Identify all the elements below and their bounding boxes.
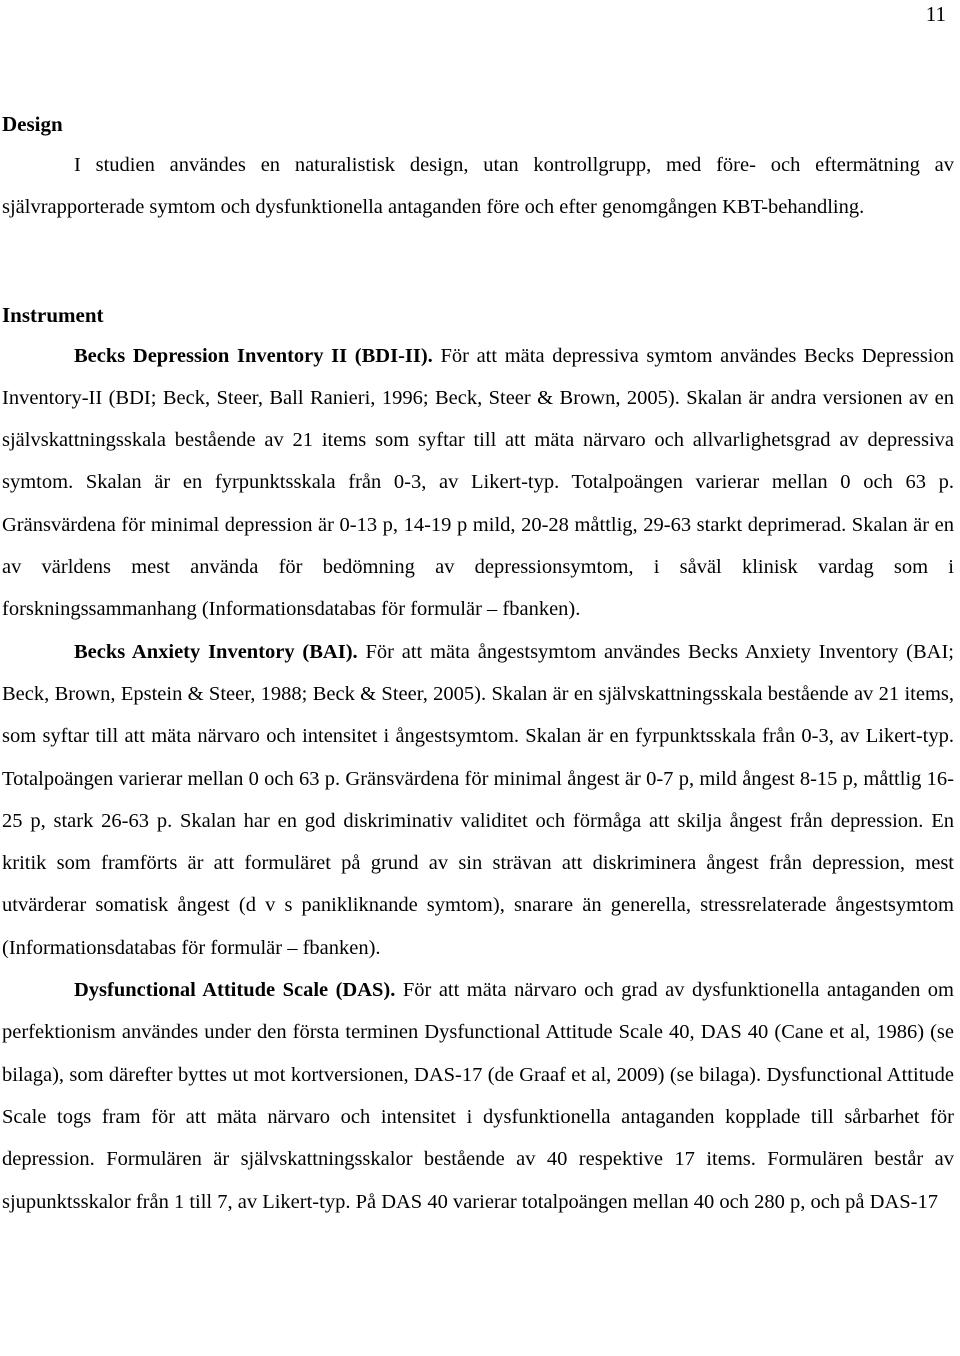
das-body: För att mäta närvaro och grad av dysfunktionella antaganden om perfektionism användes under den första terminen Dysfunctional Attitude Scale 40, DAS 40 (Cane et al, 1986) (se bilaga), som därefter byttes ut mot kortversionen, DAS-17 (de Graaf et al, 2009) (se bilaga). Dysfunctional Attitude Scale togs fram för att mäta närvaro och intensitet i dysfunktionella antaganden kopplade till sårbarhet för depression. Formulären är självskattningsskalor bestående av 40 respektive 17 items. Formulären består av sjupunktsskalor från 1 till 7, av Likert-typ. På DAS 40 varierar totalpoängen mellan 40 och 280 p, och på DAS-17 (2, 979, 954, 1213)
design-heading: Design (2, 112, 63, 136)
bai-body: För att mäta ångestsymtom användes Becks Anxiety Inventory (BAI; Beck, Brown, Epstein & Steer, 1988; Beck & Steer, 2005). Skalan är en självskattningsskala bestående av 21 items, som syftar till att mäta närvaro och intensitet i ångestsymtom. Skalan är en fyrpunktsskala från 0-3, av Likert-typ. Totalpoängen varierar mellan 0 och 63 p. Gränsvärdena för minimal ångest är 0-7 p, mild ångest 8-15 p, måttlig 16-25 p, stark 26-63 p. Skalan har en god diskriminativ validitet och förmåga att skilja ångest från depression. En kritik som framförts är att formuläret på grund av sin strävan att diskriminera ångest från depression, mest utvärderar somatisk ångest (d v s panikliknande symtom), snarare än generella, stressrelaterade ångestsymtom (Informationsdatabas för formulär – fbanken). (2, 640, 955, 959)
bdi-body: För att mäta depressiva symtom användes Becks Depression Inventory-II (BDI; Beck, Steer, Ball Ranieri, 1996; Beck, Steer & Brown, 2005). Skalan är andra versionen av en självskattningsskala bestående av 21 items som syftar till att mäta närvaro och allvarlighetsgrad av depressiva symtom. Skalan är en fyrpunktsskala från 0-3, av Likert-typ. Totalpoängen varierar mellan 0 och 63 p. Gränsvärdena för minimal depression är 0-13 p, 14-19 p mild, 20-28 måttlig, 29-63 starkt deprimerad. Skalan är en av världens mest använda för bedömning av depressionsymtom, i såväl klinisk vardag som i forskningssammanhang (Informationsdatabas för formulär – fbanken). (2, 344, 954, 621)
bai-paragraph (2, 631, 954, 969)
section-spacer (2, 229, 954, 295)
instrument-heading: Instrument (2, 302, 104, 327)
das-title: Dysfunctional Attitude Scale (DAS). (74, 979, 396, 1002)
das-paragraph (2, 969, 954, 1223)
bai-title: Becks Anxiety Inventory (BAI). (74, 640, 358, 663)
bdi-paragraph (2, 335, 954, 631)
bdi-title: Becks Depression Inventory II (BDI-II). (74, 344, 433, 367)
page-number: 11 (925, 2, 946, 26)
document-body (2, 104, 954, 1223)
design-paragraph: I studien användes en naturalistisk design, utan kontrollgrupp, med före- och eftermätning av självrapporterade symtom och dysfunktionella antaganden före och efter genomgången KBT-behandling. (2, 154, 954, 219)
